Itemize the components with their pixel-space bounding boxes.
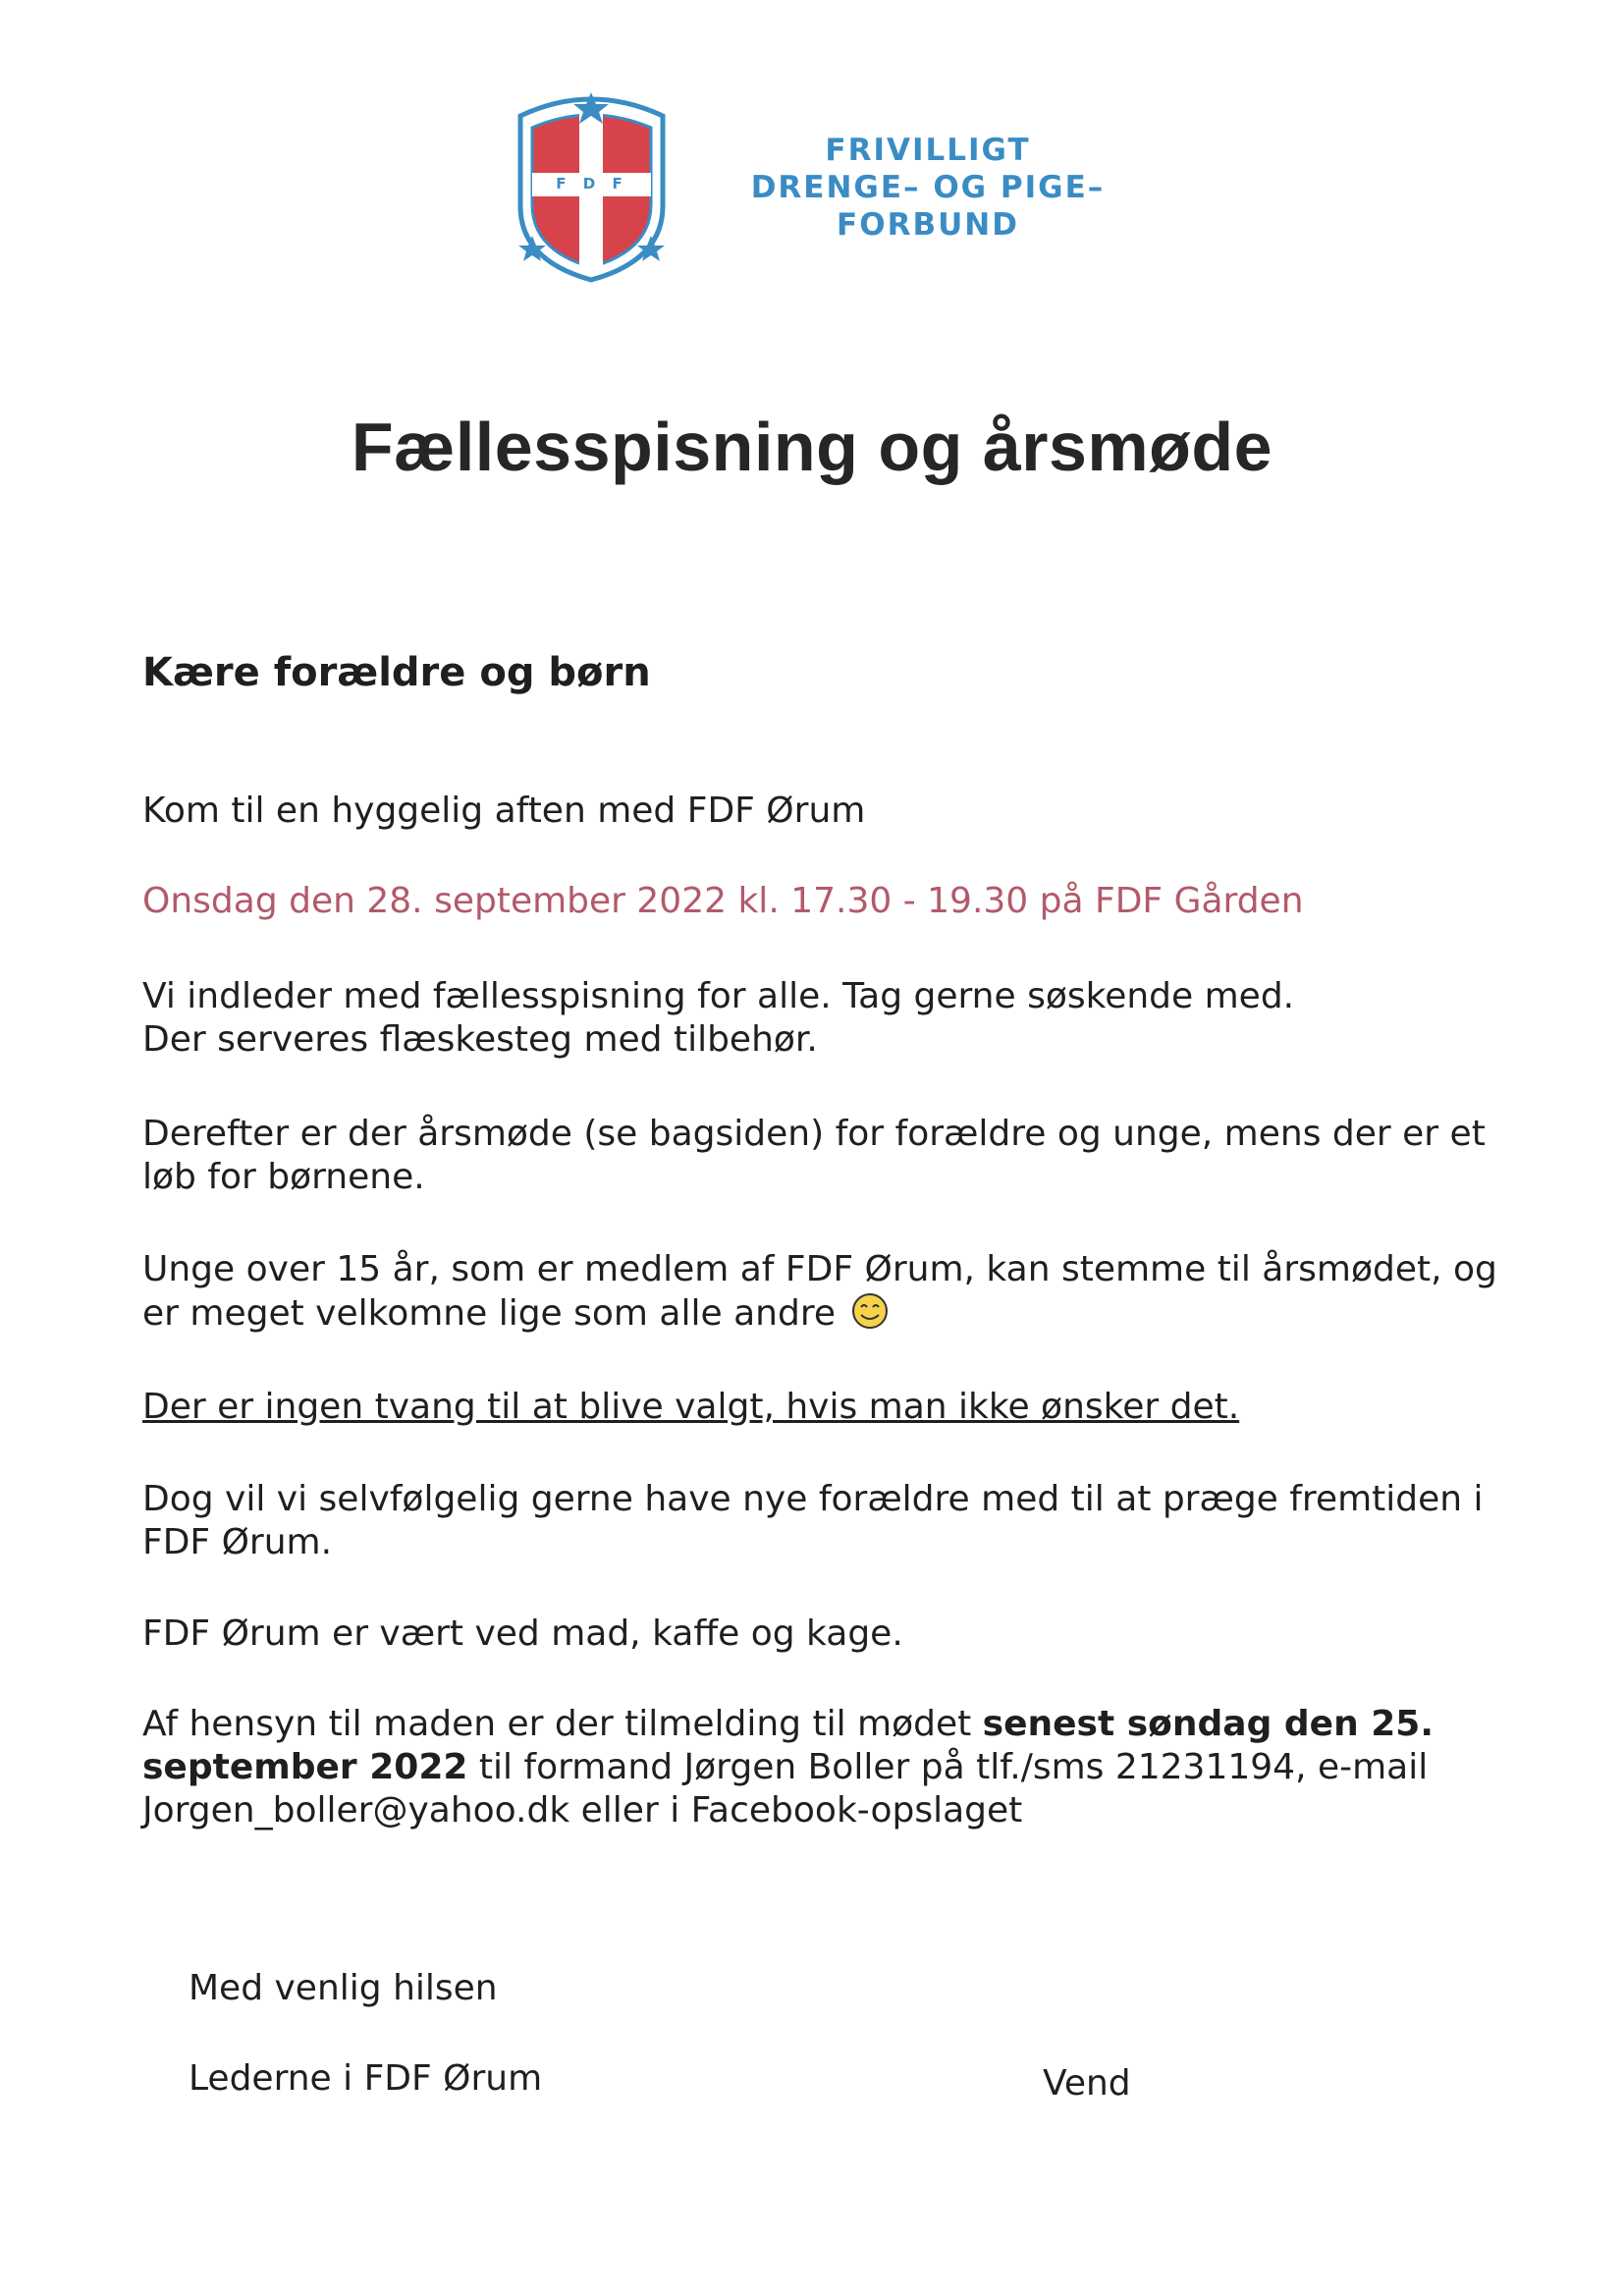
no-obligation-note: Der er ingen tvang til at blive valgt, hvis man ikke ønsker det. [142, 1387, 1240, 1427]
youth-paragraph [142, 1248, 1497, 1336]
registration-deadline: senest søndag den 25. september 2022 [142, 1704, 1435, 1787]
registration-paragraph [142, 1703, 1497, 1832]
signature: Lederne i FDF Ørum [189, 2058, 543, 2099]
salutation: Med venlig hilsen [189, 1968, 498, 2008]
page-title: Fællesspisning og årsmøde [351, 409, 1273, 485]
shield-letters: F D F [556, 175, 628, 192]
org-name-line-2: DRENGE– OG PIGE– [750, 170, 1106, 205]
host-paragraph: FDF Ørum er vært ved mad, kaffe og kage. [142, 1613, 903, 1654]
turn-over-note: Vend [1043, 2063, 1131, 2104]
org-name-line-3: FORBUND [837, 207, 1019, 243]
org-name-line-1: FRIVILLIGT [825, 133, 1031, 168]
intro-paragraph: Kom til en hyggelig aften med FDF Ørum [142, 791, 866, 831]
greeting: Kære forældre og børn [142, 650, 651, 695]
meeting-paragraph: Derefter er der årsmøde (se bagsiden) for forældre og unge, mens der er et løb for børnene. [142, 1114, 1486, 1197]
registration-text-pre: Af hensyn til maden er der tilmelding til mødet [142, 1704, 983, 1744]
dinner-line-1: Vi indleder med fællesspisning for alle. Tag gerne søskende med. [142, 976, 1295, 1016]
youth-text: Unge over 15 år, som er medlem af FDF Ørum, kan stemme til årsmødet, og er meget velkomne lige som alle andre [142, 1249, 1497, 1334]
smiley-icon [850, 1291, 890, 1331]
event-date: Onsdag den 28. september 2022 kl. 17.30 - 19.30 på FDF Gården [142, 881, 1304, 921]
new-parents-paragraph: Dog vil vi selvfølgelig gerne have nye forældre med til at præge fremtiden i FDF Ørum. [142, 1479, 1484, 1562]
registration-text-post: til formand Jørgen Boller på tlf./sms 21231194, e-mail Jorgen_boller@yahoo.dk eller i Facebook-opslaget [142, 1747, 1429, 1831]
dinner-line-2: Der serveres flæskesteg med tilbehør. [142, 1019, 818, 1060]
dinner-paragraph [142, 975, 1497, 1062]
organisation-name [717, 132, 1139, 244]
